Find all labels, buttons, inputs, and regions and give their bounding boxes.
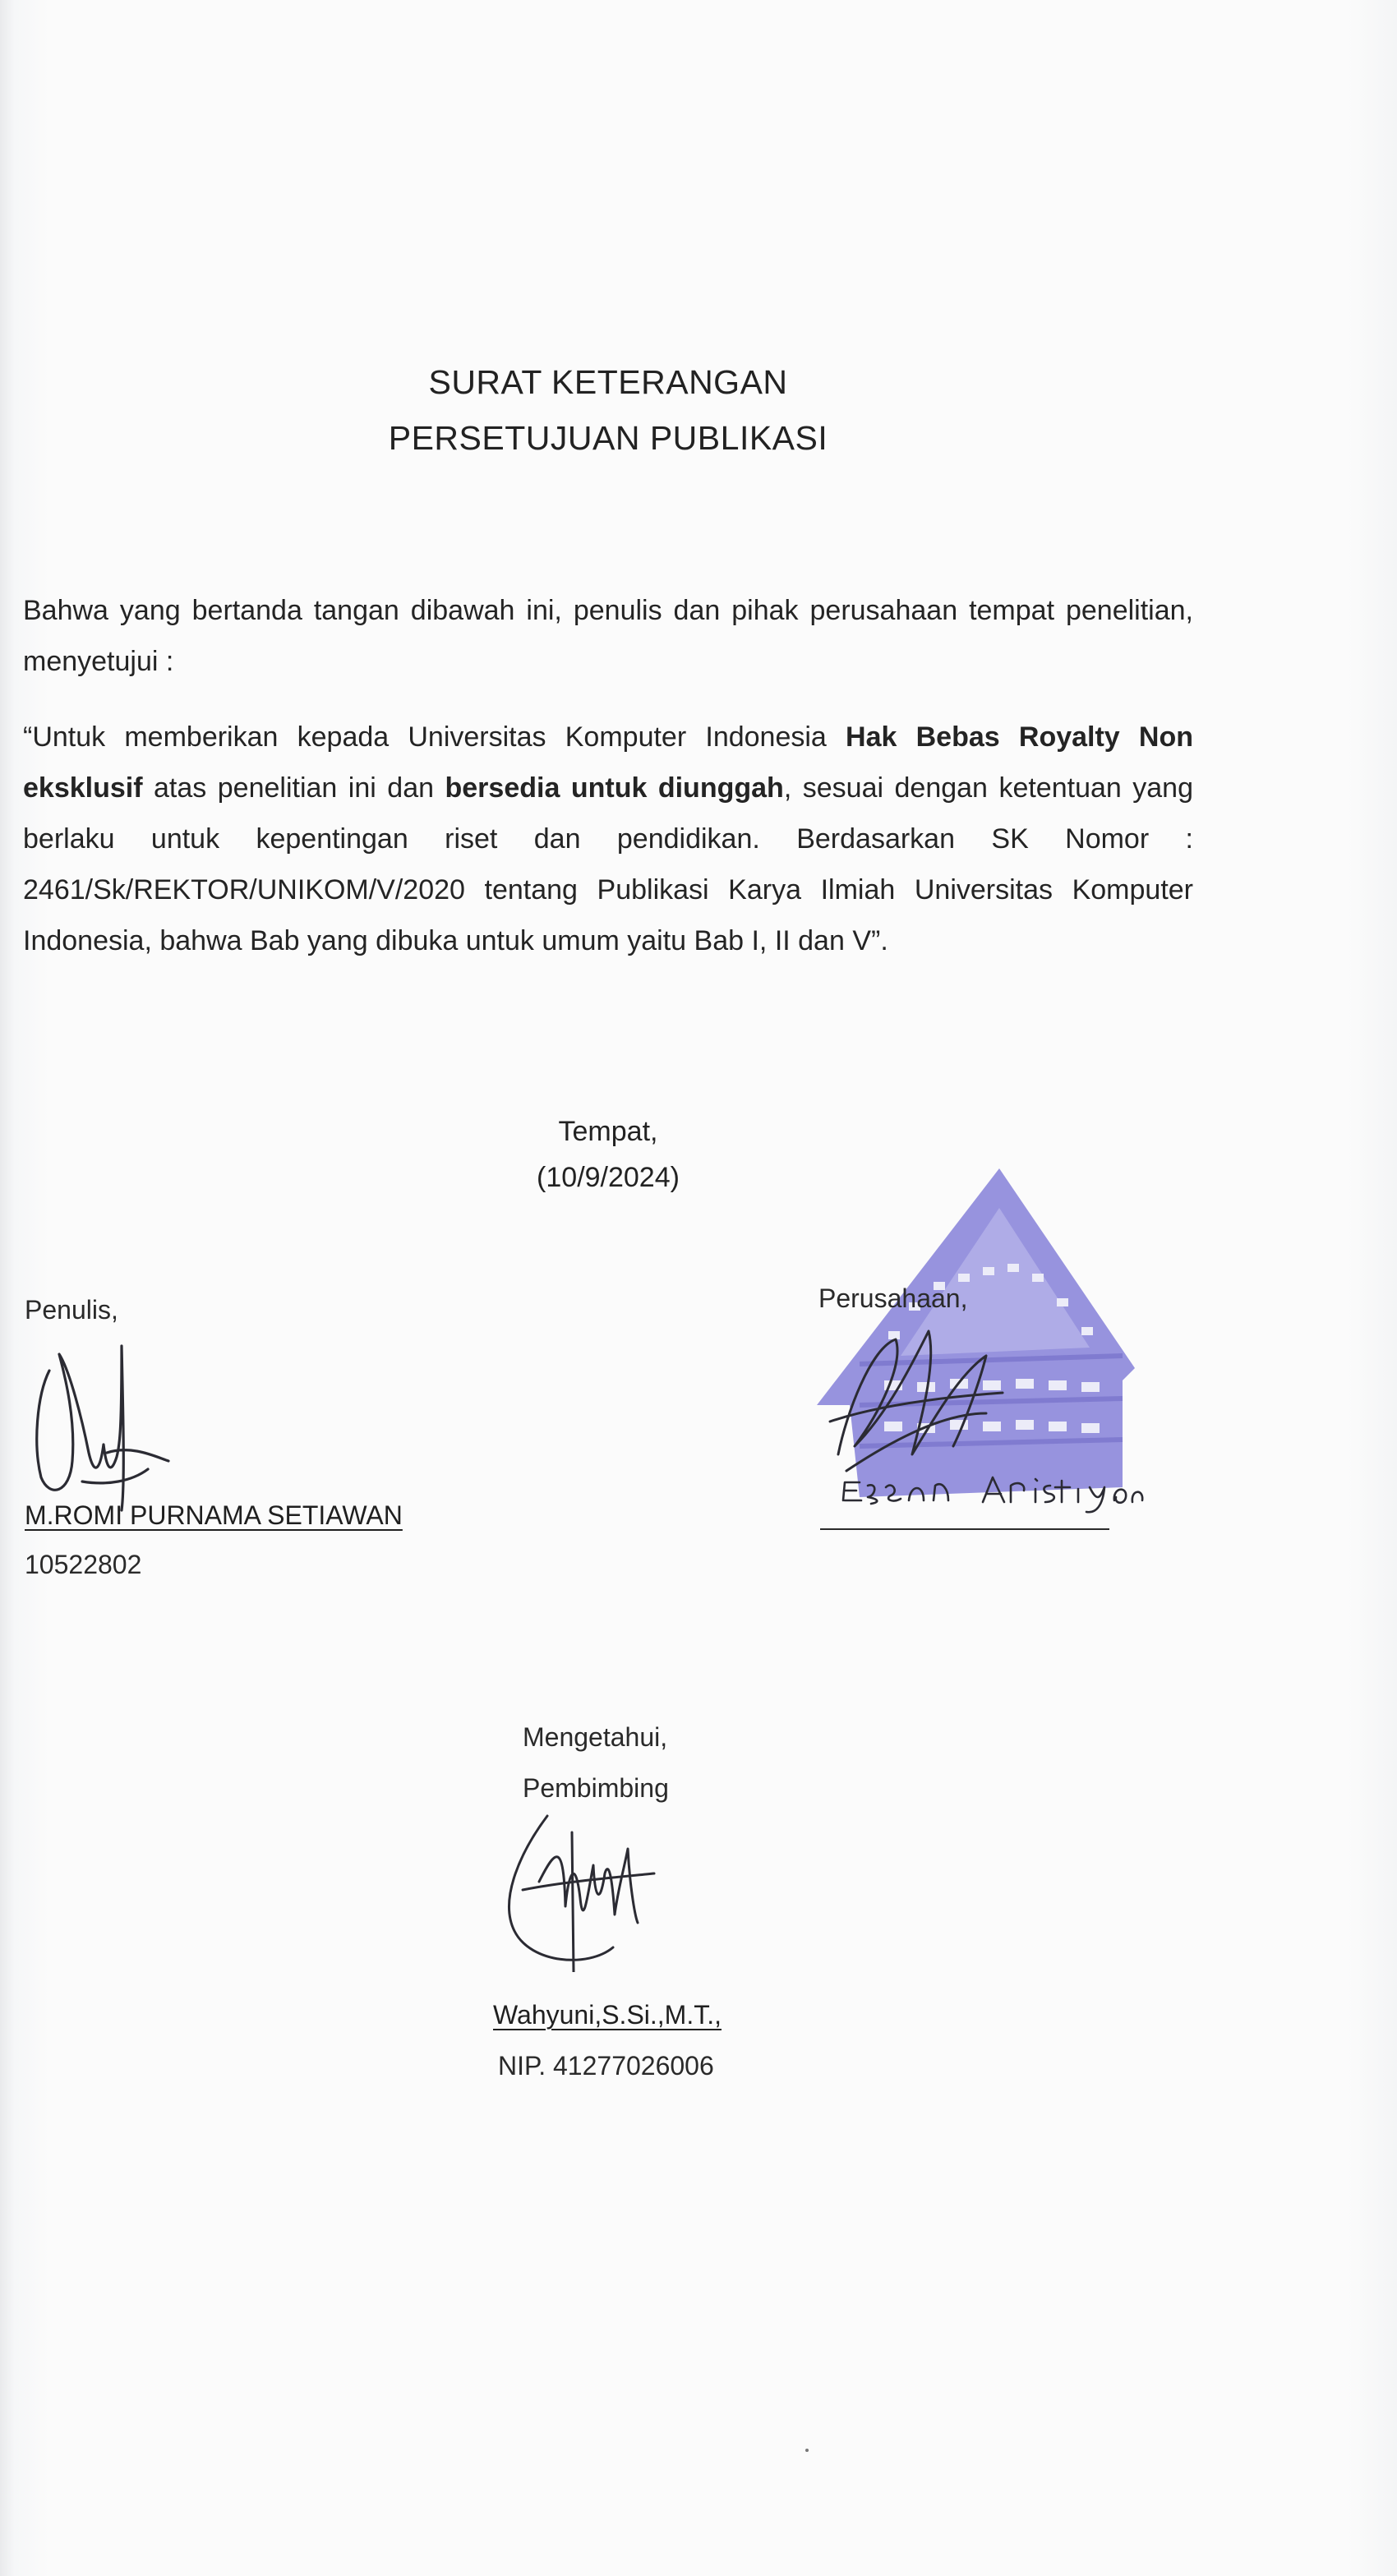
- perusahaan-label: Perusahaan,: [818, 1283, 968, 1313]
- document-title-line1: SURAT KETERANGAN: [428, 363, 788, 401]
- perusahaan-signature: [822, 1315, 1019, 1487]
- perusahaan-handwritten-name: [835, 1468, 1147, 1517]
- statement-bold-2: bersedia untuk diunggah: [445, 772, 784, 804]
- mengetahui-label: Mengetahui,: [523, 1722, 668, 1752]
- pembimbing-name: Wahyuni,S.Si.,M.T.,: [493, 2000, 722, 2030]
- statement-text-2: atas penelitian ini dan: [142, 772, 445, 804]
- statement-paragraph: [23, 712, 1193, 966]
- perusahaan-signature-line: [820, 1528, 1109, 1530]
- statement-text-3: , sesuai dengan ketentuan yang berlaku untuk kepentingan riset dan pendidikan. Berdasarkan SK Nomor : 2461/Sk/REKTOR/UNIKOM/V/2020 tentang Publikasi Karya Ilmiah Universitas Komputer Indonesia, bahwa Bab yang dibuka untuk umum yaitu Bab I, II dan V”.: [23, 772, 1194, 956]
- statement-bold-1: Hak Bebas Royalty Non eksklusif: [23, 721, 1194, 804]
- signing-date: (10/9/2024): [537, 1162, 680, 1193]
- pembimbing-nip: NIP. 41277026006: [498, 2051, 714, 2081]
- place-label: Tempat,: [558, 1116, 658, 1147]
- penulis-signature: [25, 1321, 189, 1518]
- penulis-id: 10522802: [25, 1550, 142, 1579]
- statement-text-1: “Untuk memberikan kepada Universitas Komputer Indonesia: [23, 721, 846, 753]
- pembimbing-signature: [490, 1800, 671, 1972]
- pembimbing-label: Pembimbing: [523, 1773, 669, 1803]
- intro-paragraph: Bahwa yang bertanda tangan dibawah ini, penulis dan pihak perusahaan tempat penelitian, menyetujui :: [23, 595, 1193, 677]
- document-title-line2: PERSETUJUAN PUBLIKASI: [388, 419, 828, 457]
- penulis-name: M.ROMI PURNAMA SETIAWAN: [25, 1500, 403, 1530]
- penulis-label: Penulis,: [25, 1295, 118, 1325]
- speck-mark: [805, 2449, 809, 2452]
